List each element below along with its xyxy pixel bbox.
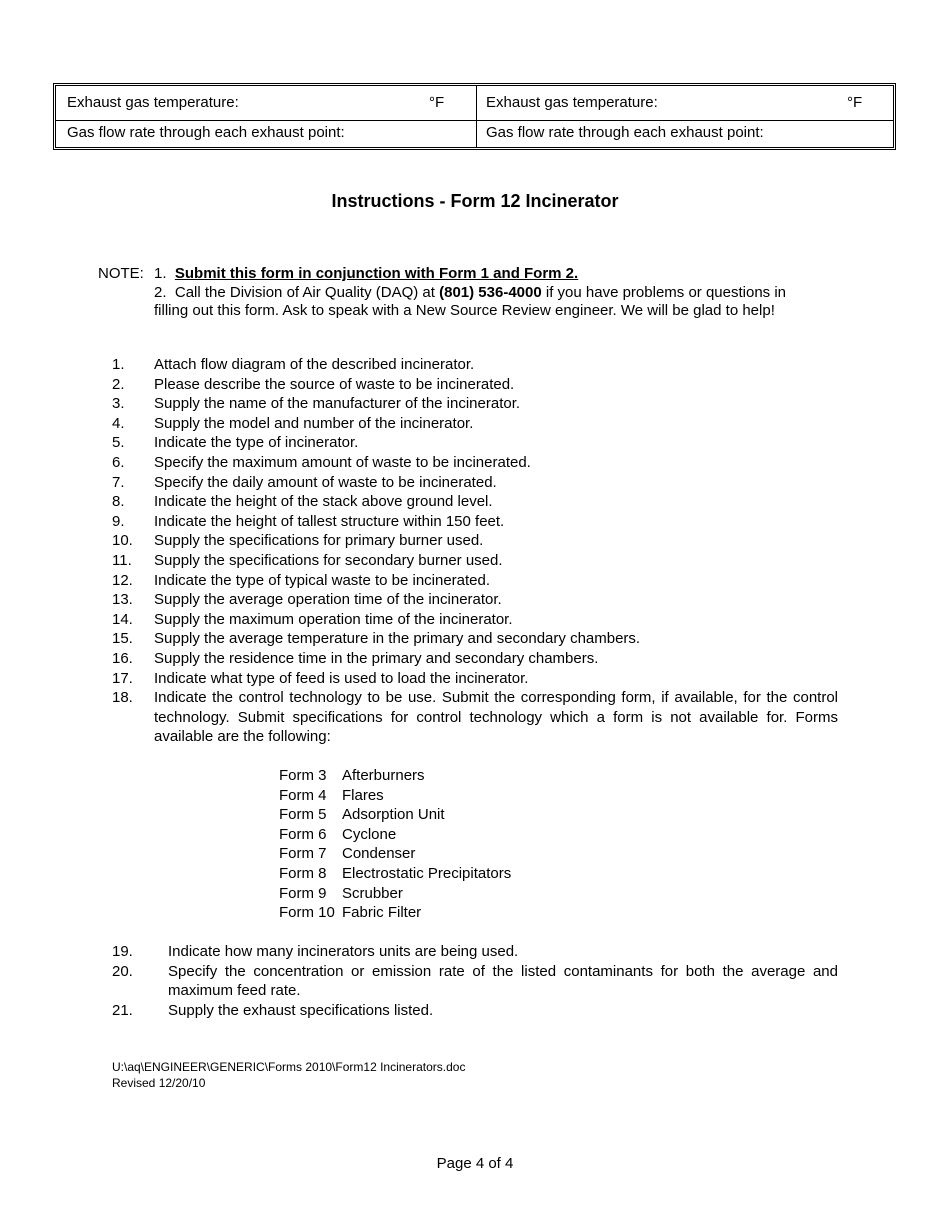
list-item-text: Supply the model and number of the incinerator.	[154, 414, 474, 432]
note-item-2-num: 2.	[154, 284, 167, 301]
table-row-divider	[56, 120, 893, 121]
list-item-num: 4.	[112, 414, 125, 432]
list-item-num: 10.	[112, 532, 133, 550]
form-number: Form 5	[279, 806, 327, 824]
list-item-num: 12.	[112, 571, 133, 589]
list-item-num: 1.	[112, 356, 125, 373]
list-item-text: Specify the daily amount of waste to be incinerated.	[154, 473, 497, 491]
list-item-text: Indicate the height of the stack above ground level.	[154, 493, 493, 511]
list-item-text: Supply the average operation time of the incinerator.	[154, 591, 502, 609]
list-item-num: 19.	[112, 943, 133, 960]
list-item-text: Indicate the type of typical waste to be incinerated.	[154, 571, 491, 589]
list-item-num: 20.	[112, 962, 133, 980]
list-item-text: Specify the concentration or emission rate of the listed contaminants for both the average and maximum feed rate.	[168, 962, 838, 1000]
note-item-2	[154, 284, 814, 320]
list-item-num: 2.	[112, 375, 125, 393]
form-name: Scrubber	[342, 884, 403, 902]
form-name: Fabric Filter	[342, 904, 422, 922]
available-forms-list	[279, 766, 511, 923]
form-number: Form 6	[279, 825, 327, 843]
form-number: Form 9	[279, 884, 327, 902]
form-name: Flares	[342, 786, 384, 804]
note-item-1-num: 1.	[154, 265, 167, 282]
note-item-2-post: if you have problems or questions in filling out this form. Ask to speak with a New Source Review engineer. We will be glad to help!	[154, 284, 787, 319]
list-item-text: Indicate the type of incinerator.	[154, 434, 359, 452]
form-row	[279, 864, 511, 884]
list-item-num: 8.	[112, 493, 125, 511]
form-number: Form 10	[279, 904, 335, 922]
list-item-text: Supply the exhaust specifications listed.	[168, 1001, 434, 1019]
list-item-text: Indicate the control technology to be use. Submit the corresponding form, if available, for the control technology. Submit specifications for control technology which a form is not available for. Forms available are the following:	[154, 689, 838, 746]
list-item-text: Supply the maximum operation time of the incinerator.	[154, 610, 513, 628]
list-item-text: Attach flow diagram of the described incinerator.	[154, 356, 475, 373]
daq-phone-number: (801) 536-4000	[439, 284, 542, 301]
list-item-text: Indicate what type of feed is used to load the incinerator.	[154, 669, 529, 687]
note-item-1	[154, 265, 578, 283]
form-name: Afterburners	[342, 767, 425, 784]
file-path: U:\aq\ENGINEER\GENERIC\Forms 2010\Form12 Incinerators.doc	[112, 1060, 466, 1074]
list-item-text: Supply the name of the manufacturer of the incinerator.	[154, 395, 521, 413]
exhaust-temp-unit-left: °F	[429, 94, 445, 111]
form-number: Form 4	[279, 786, 327, 804]
note-item-2-pre: Call the Division of Air Quality (DAQ) at	[174, 284, 435, 301]
gas-flow-label-left: Gas flow rate through each exhaust point:	[67, 124, 345, 141]
gas-flow-label-right: Gas flow rate through each exhaust point:	[486, 124, 764, 141]
exhaust-temp-label-left: Exhaust gas temperature:	[67, 94, 239, 111]
form-row	[279, 844, 511, 864]
page-number: Page 4 of 4	[436, 1155, 514, 1172]
form-row	[279, 903, 511, 923]
list-item-num: 7.	[112, 473, 125, 491]
list-item-text: Indicate how many incinerators units are being used.	[168, 943, 519, 960]
form-number: Form 3	[279, 767, 327, 784]
form-row	[279, 884, 511, 904]
list-item-text: Supply the specifications for primary burner used.	[154, 532, 484, 550]
form-number: Form 8	[279, 864, 327, 882]
form-name: Electrostatic Precipitators	[342, 864, 512, 882]
exhaust-temp-unit-right: °F	[847, 94, 863, 111]
list-item-text: Please describe the source of waste to be incinerated.	[154, 375, 515, 393]
list-item-text: Specify the maximum amount of waste to be incinerated.	[154, 454, 531, 471]
list-item-num: 14.	[112, 610, 133, 628]
list-item-text: Supply the residence time in the primary and secondary chambers.	[154, 650, 599, 667]
note-label: NOTE:	[98, 265, 144, 282]
form-row	[279, 786, 511, 806]
table-column-divider	[476, 86, 477, 147]
form-name: Cyclone	[342, 825, 397, 843]
form-number: Form 7	[279, 845, 327, 863]
list-item-text: Indicate the height of tallest structure within 150 feet.	[154, 512, 505, 530]
list-item-num: 17.	[112, 669, 133, 687]
list-item-num: 5.	[112, 434, 125, 452]
form-name: Adsorption Unit	[342, 806, 445, 824]
list-item-text: Supply the average temperature in the primary and secondary chambers.	[154, 630, 641, 648]
list-item-num: 9.	[112, 512, 125, 530]
page-title: Instructions - Form 12 Incinerator	[331, 191, 619, 211]
list-item-num: 21.	[112, 1001, 133, 1019]
note-item-1-text: Submit this form in conjunction with Form 1 and Form 2.	[174, 265, 579, 282]
exhaust-table	[53, 83, 896, 150]
list-item-num: 18.	[112, 689, 133, 707]
list-item-num: 11.	[112, 552, 132, 569]
form-row	[279, 766, 511, 786]
list-item-num: 16.	[112, 650, 133, 667]
list-item-num: 6.	[112, 454, 125, 471]
list-item-num: 13.	[112, 591, 133, 609]
list-item-num: 15.	[112, 630, 133, 648]
exhaust-temp-label-right: Exhaust gas temperature:	[486, 94, 658, 111]
list-item-text: Supply the specifications for secondary burner used.	[154, 552, 503, 569]
form-row	[279, 805, 511, 825]
list-item-num: 3.	[112, 395, 125, 413]
form-name: Condenser	[342, 845, 416, 863]
form-row	[279, 825, 511, 845]
revision-date: Revised 12/20/10	[112, 1076, 206, 1090]
